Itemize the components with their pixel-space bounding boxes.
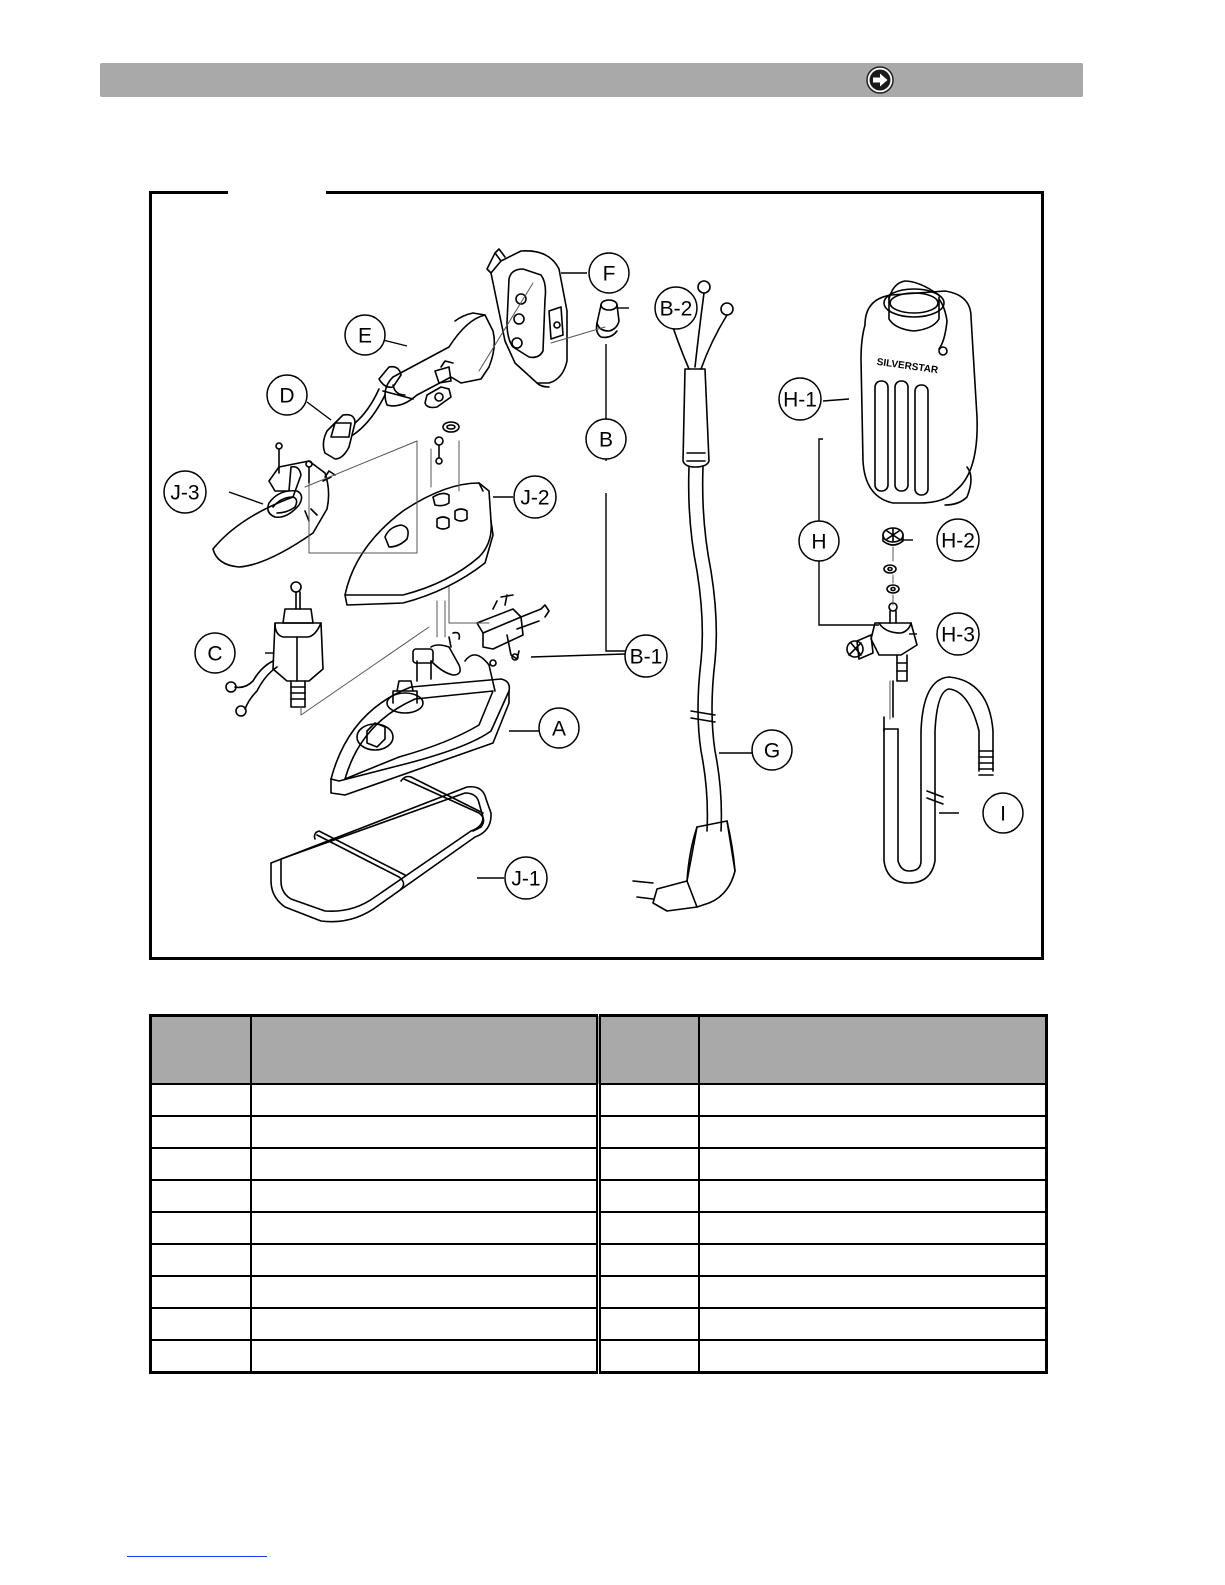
callout-b <box>586 419 626 459</box>
svg-text:F: F <box>602 262 616 286</box>
parts-table <box>149 1014 1048 1374</box>
table-row <box>151 1276 1047 1308</box>
table-row <box>151 1180 1047 1212</box>
callout-g <box>752 730 792 770</box>
table-row <box>151 1148 1047 1180</box>
table-cell <box>599 1244 699 1276</box>
back-cover-part-f <box>487 249 567 387</box>
tank-logo: SILVERSTAR <box>875 356 939 377</box>
table-row <box>151 1340 1047 1373</box>
table-cell <box>599 1180 699 1212</box>
table-cell <box>699 1116 1047 1148</box>
table-cell <box>699 1084 1047 1116</box>
callout-h-1 <box>779 378 821 420</box>
assembly-guide-lines <box>301 283 893 719</box>
table-header-row <box>151 1016 1047 1085</box>
water-tank-part-h1 <box>861 281 977 505</box>
indicator-light-part-b2 <box>597 300 620 337</box>
table-cell <box>699 1244 1047 1276</box>
table-cell <box>699 1148 1047 1180</box>
callout-b-1 <box>625 635 667 677</box>
callout-d <box>267 375 307 415</box>
table-cell <box>151 1244 251 1276</box>
callout-j-1 <box>505 857 547 899</box>
svg-text:A: A <box>551 717 567 741</box>
svg-text:I: I <box>1000 802 1006 826</box>
table-cell <box>599 1084 699 1116</box>
iron-base-part-a <box>331 633 509 795</box>
table-cell <box>699 1180 1047 1212</box>
svg-text:H: H <box>811 530 827 554</box>
table-cell <box>251 1340 599 1373</box>
table-cell <box>699 1276 1047 1308</box>
table-row <box>151 1084 1047 1116</box>
callout-b-2 <box>655 287 697 329</box>
svg-text:E: E <box>357 324 373 348</box>
table-cell <box>599 1308 699 1340</box>
table-cell <box>251 1276 599 1308</box>
table-cell <box>251 1180 599 1212</box>
table-cell <box>251 1116 599 1148</box>
table-cell <box>151 1276 251 1308</box>
table-row <box>151 1212 1047 1244</box>
exploded-parts-diagram <box>149 191 1044 960</box>
callouts <box>164 253 1023 899</box>
svg-text:B-1: B-1 <box>629 645 663 669</box>
table-cell <box>251 1084 599 1116</box>
header-bar <box>100 63 1083 97</box>
table-cell <box>251 1244 599 1276</box>
thermostat-part-b1 <box>477 595 549 660</box>
table-cell <box>699 1308 1047 1340</box>
table-cell <box>599 1116 699 1148</box>
table-cell <box>599 1276 699 1308</box>
table-cell <box>151 1180 251 1212</box>
svg-text:D: D <box>279 384 295 408</box>
header-cell <box>599 1016 699 1085</box>
svg-text:B: B <box>598 428 614 452</box>
handle-plate-part-j3 <box>213 443 329 567</box>
table-cell <box>151 1084 251 1116</box>
valve-part-h3 <box>847 603 917 681</box>
callout-e <box>345 315 385 355</box>
table-cell <box>151 1340 251 1373</box>
table-cell <box>151 1148 251 1180</box>
table-cell <box>151 1116 251 1148</box>
callout-j-2 <box>514 476 556 518</box>
power-cord-part-g <box>633 281 735 911</box>
table-cell <box>251 1308 599 1340</box>
header-cell <box>251 1016 599 1085</box>
table-cell <box>599 1340 699 1373</box>
footer-link-underline[interactable] <box>127 1556 267 1557</box>
svg-text:J-2: J-2 <box>520 486 550 510</box>
svg-text:H-3: H-3 <box>941 623 975 647</box>
callout-i <box>983 793 1023 833</box>
table-row <box>151 1308 1047 1340</box>
heating-element-part-c <box>226 582 323 716</box>
svg-text:G: G <box>763 739 781 763</box>
water-hose-part-i <box>884 677 993 883</box>
table-cell <box>699 1340 1047 1373</box>
table-row <box>151 1244 1047 1276</box>
table-cell <box>251 1148 599 1180</box>
callout-f <box>589 253 629 293</box>
header-cell <box>699 1016 1047 1085</box>
svg-text:H-2: H-2 <box>941 529 975 553</box>
table-cell <box>599 1212 699 1244</box>
svg-text:B-2: B-2 <box>659 297 693 321</box>
callout-j-3 <box>164 471 206 513</box>
svg-text:C: C <box>207 642 223 666</box>
header-cell <box>151 1016 251 1085</box>
svg-text:J-1: J-1 <box>511 867 541 891</box>
table-cell <box>151 1308 251 1340</box>
arrow-right-circle-icon[interactable] <box>866 66 894 94</box>
svg-text:H-1: H-1 <box>783 388 817 412</box>
callout-leaders <box>229 273 959 878</box>
table-cell <box>699 1212 1047 1244</box>
table-cell <box>599 1148 699 1180</box>
handle-screws <box>435 422 459 464</box>
table-cell <box>151 1212 251 1244</box>
callout-a <box>539 708 579 748</box>
callout-h <box>799 521 839 561</box>
callout-c <box>195 633 235 673</box>
table-row <box>151 1116 1047 1148</box>
svg-text:J-3: J-3 <box>170 481 200 505</box>
handle-part-e <box>379 313 494 408</box>
callout-h-3 <box>937 613 979 655</box>
iron-rest-mat <box>271 777 491 922</box>
callout-h-2 <box>937 519 979 561</box>
iron-cover-part-j2 <box>345 483 493 605</box>
table-cell <box>251 1212 599 1244</box>
